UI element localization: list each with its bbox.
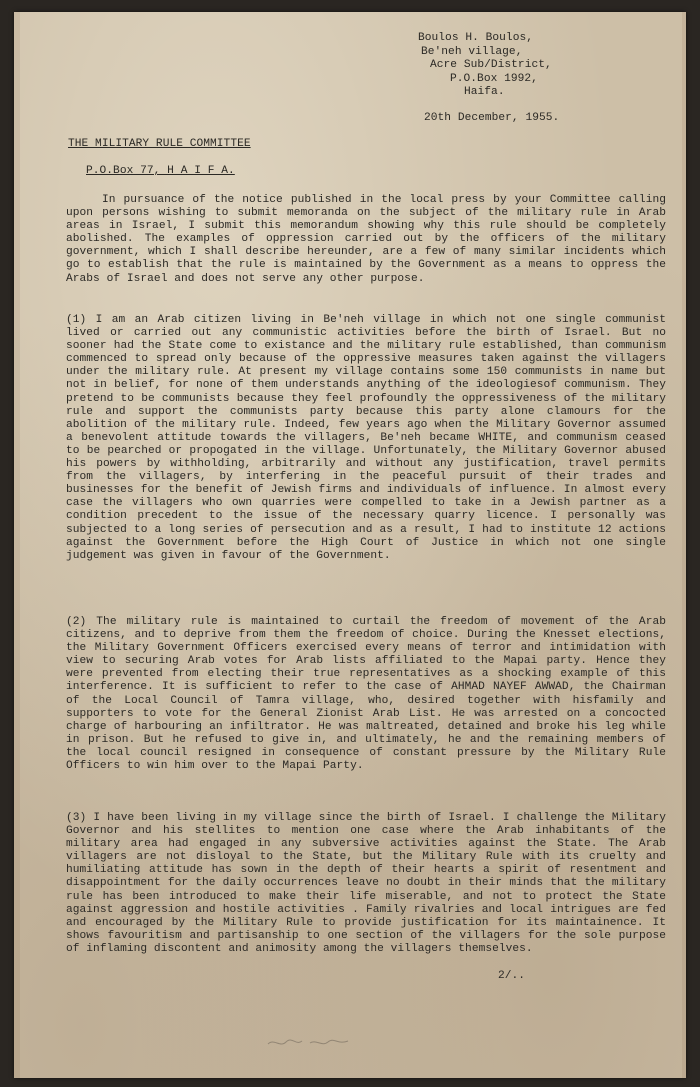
sender-address-block bbox=[418, 32, 668, 100]
intro-paragraph bbox=[66, 194, 666, 286]
sender-line: Acre Sub/District, bbox=[430, 59, 552, 72]
recipient-name: THE MILITARY RULE COMMITTEE bbox=[68, 138, 251, 150]
faint-signature-mark bbox=[264, 1034, 354, 1052]
paragraph-2-text: (2) The military rule is maintained to curtail the freedom of movement of the Arab citizens, and to deprive from them the freedom of choice. During the Knesset elections, the Military Government Officers exercised every means of terror and intimidation with view to securing Arab votes for Arab lists affiliated to the Mapai party. Hence they were prevented from electing their true representatives as a shocking example of this interference. It is sufficient to refer to the case of AHMAD NAYEF AWWAD, the Chairman of the Local Council of Tamra village, who, desired together with hisfamily and supporters to vote for the General Zionist Arab List. He was arrested on a concocted charge of harbouring an infiltrator. He was maltreated, detained and broke his leg while in prison. But he refused to give in, and ultimately, he and the remaining members of the local council resigned in consequence of constant pressure by the Military Rule Officers to win him over to the Mapai Party. bbox=[66, 616, 666, 773]
paragraph-2 bbox=[66, 616, 666, 773]
sender-line: Haifa. bbox=[464, 86, 505, 99]
recipient-address: P.O.Box 77, H A I F A. bbox=[86, 165, 235, 177]
paragraph-3-text: (3) I have been living in my village since the birth of Israel. I challenge the Military Governor and his stellites to mention one case where the Arab inhabitants of the military area had engaged in any subversive activities against the State. The Arab villagers are not disloyal to the State, but the Military Rule with its cruelty and humiliating attitude has sown in the depth of their hearts a spirit of resentment and disappointment for the daily occurrences leave no doubt in their minds that the military rule has been introduced to make their life miserable, and not to protect the State against aggression and hostile activities . Family rivalries and local intrigues are fed and encouraged by the Military Rule to provide justification for its maintainence. It shows favouritism and partisanship to one section of the villagers for the sole purpose of inflaming discontent and animosity among the villagers themselves. bbox=[66, 812, 666, 955]
sender-line: P.O.Box 1992, bbox=[450, 72, 538, 85]
letter-date: 20th December, 1955. bbox=[424, 112, 560, 124]
paragraph-1 bbox=[66, 314, 666, 563]
sender-line: Boulos H. Boulos, bbox=[418, 32, 533, 44]
sender-line: Be'neh village, bbox=[421, 45, 523, 58]
letter-page bbox=[14, 12, 686, 1078]
intro-text: In pursuance of the notice published in the local press by your Committee calling upon persons wishing to submit memoranda on the subject of the military rule in Arab areas in Israel, I submit this memorandum showing why this rule should be completely abolished. The examples of oppression carried out by the officers of the military government, which I shall describe hereunder, are a few of many similar incidents which go to establish that the rule is maintained by the Government as a means to oppress the Arabs of Israel and does not serve any other purpose. bbox=[66, 194, 666, 285]
paragraph-3 bbox=[66, 812, 666, 956]
page-continuation-marker: 2/.. bbox=[498, 970, 526, 982]
paragraph-1-text: (1) I am an Arab citizen living in Be'neh village in which not one single communist lived or carried out any communistic activities before the birth of Israel. But no sooner had the State come to existance and the military rule established, than communism commenced to spread only because of the oppressive measures taken against the villagers under the military rule. At present my village contains some 150 communists in name but not in belief, for none of them understands anything of the ideologiesof communism. They pretend to be communists because they feel profoundly the oppressiveness of the military rule and support the communists party because this party alone clamours for the abolition of the military rule. Indeed, few years ago when the Military Governor assumed a benevolent attitude towards the villagers, Be'neh became WHITE, and communism ceased to be pearched or propogated in the village. Unfortunately, the Military Governor abused his powers by withholding, arbitrarily and without any justification, travel permits from the villagers, by interfering in the peaceful pursuit of their trades and businesses for the benefit of Jewish firms and individuals of influence. In almost every case the villagers who own quarries were compelled to take in a Jewish partner as a condition precedent to the issue of the necessary quarry licence. I personally was subjected to a long series of persecution and as a result, I had to institute 12 actions against the Government before the High Court of Justice in which not one single judgement was given in favour of the Government. bbox=[66, 314, 666, 562]
